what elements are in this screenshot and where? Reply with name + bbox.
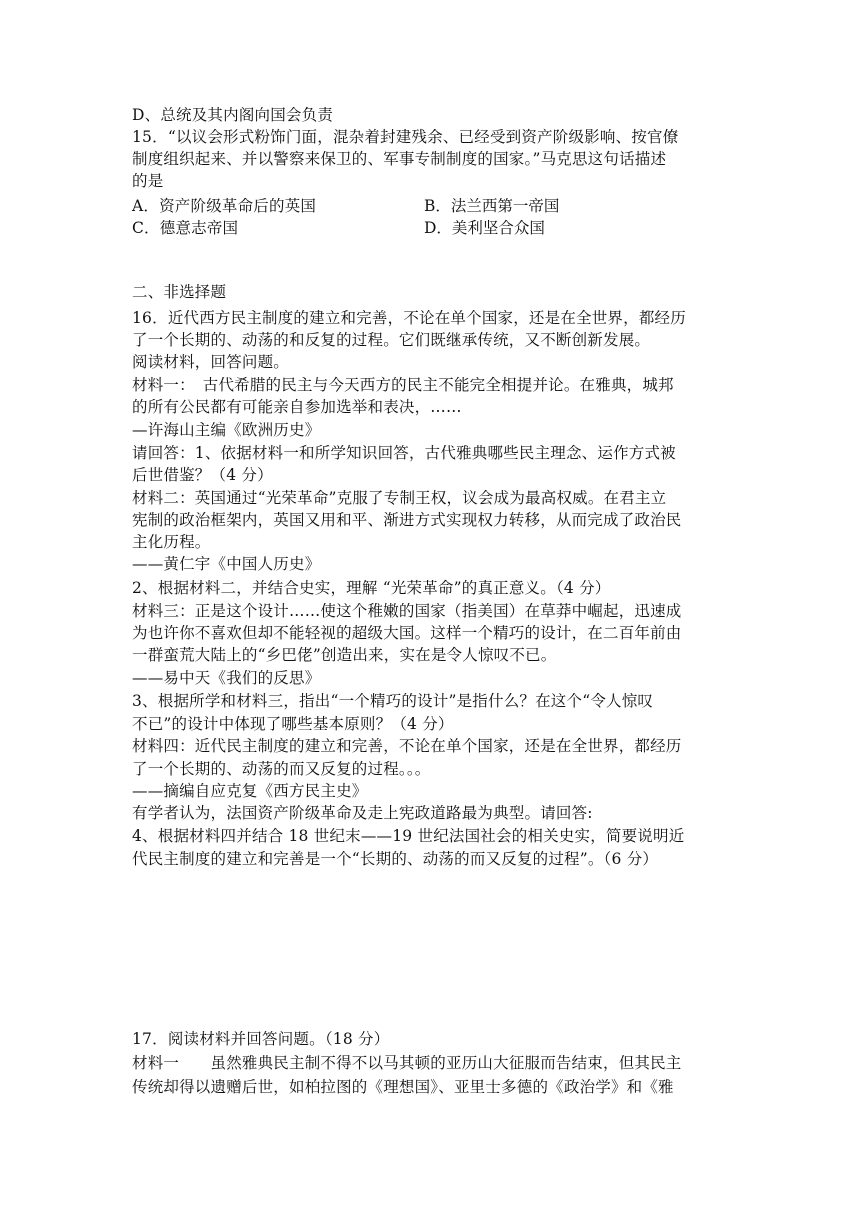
- q16-line: 宪制的政治框架内，英国又用和平、渐进方式实现权力转移，从而完成了政治民: [132, 511, 682, 529]
- q16-line: 为也许你不喜欢但却不能轻视的超级大国。这样一个精巧的设计，在二百年前由: [132, 624, 682, 642]
- q16-line: 3、根据所学和材料三，指出“一个精巧的设计”是指什么？在这个“令人惊叹: [132, 692, 654, 710]
- q16-line: 2、根据材料二，并结合史实，理解 “光荣革命”的真正意义。（4 分）: [132, 579, 611, 597]
- q15-stem-line-2: 制度组织起来、并以警察来保卫的、军事专制制度的国家。”马克思这句话描述: [132, 150, 667, 168]
- q16-line: —许海山主编《欧洲历史》: [132, 421, 321, 439]
- q17-line: 材料一 虽然雅典民主制不得不以马其顿的亚历山大征服而告结束，但其民主: [132, 1054, 682, 1072]
- q15-stem-line-1: 15．“以议会形式粉饰门面，混杂着封建残余、已经受到资产阶级影响、按官僚: [132, 128, 679, 146]
- q15-option-b: B．法兰西第一帝国: [424, 197, 560, 215]
- q16-line: ——摘编自应克复《西方民主史》: [132, 782, 368, 800]
- q16-line: 了一个长期的、动荡的而又反复的过程。。。: [132, 760, 431, 778]
- q16-line: 的所有公民都有可能亲自参加选举和表决，……: [132, 398, 462, 416]
- q16-line: 不已”的设计中体现了哪些基本原则？（4 分）: [132, 715, 454, 733]
- q16-line: 阅读材料，回答问题。: [132, 353, 290, 371]
- q16-line: 一群蛮荒大陆上的“乡巴佬”创造出来，实在是令人惊叹不已。: [132, 646, 557, 664]
- q15-option-d: D．美利坚合众国: [424, 219, 545, 237]
- q15-stem-line-3: 的是: [132, 172, 164, 190]
- q16-line: 材料四：近代民主制度的建立和完善，不论在单个国家，还是在全世界，都经历: [132, 737, 682, 755]
- q16-line: 有学者认为，法国资产阶级革命及走上宪政道路最为典型。请回答:: [132, 804, 593, 822]
- q16-line: 了一个长期的、动荡的和反复的过程。它们既继承传统，又不断创新发展。: [132, 331, 651, 349]
- q16-line: 主化历程。: [132, 533, 211, 551]
- q14-option-d: D、总统及其内阁向国会负责: [132, 106, 334, 124]
- q16-line: 后世借鉴？（4 分）: [132, 466, 273, 484]
- q15-option-c: C．德意志帝国: [132, 219, 239, 237]
- q16-line: ——易中天《我们的反思》: [132, 669, 321, 687]
- q15-option-a: A．资产阶级革命后的英国: [132, 197, 317, 215]
- q17-line: 17．阅读材料并回答问题。（18 分）: [132, 1030, 390, 1048]
- q16-line: 16．近代西方民主制度的建立和完善，不论在单个国家，还是在全世界，都经历: [132, 309, 686, 327]
- q16-line: 材料三：正是这个设计……使这个稚嫩的国家（指美国）在草莽中崛起，迅速成: [132, 602, 682, 620]
- q16-line: 材料一： 古代希腊的民主与今天西方的民主不能完全相提并论。在雅典，城邦: [132, 376, 674, 394]
- section-title: 二、非选择题: [132, 283, 227, 301]
- q16-line: 代民主制度的建立和完善是一个“长期的、动荡的而又反复的过程”。（6 分）: [132, 850, 659, 868]
- q17-line: 传统却得以遗赠后世，如柏拉图的《理想国》、亚里士多德的《政治学》和《雅: [132, 1078, 674, 1096]
- q16-line: 材料二：英国通过“光荣革命”克服了专制王权，议会成为最高权威。在君主立: [132, 489, 667, 507]
- q16-line: 请回答：1、依据材料一和所学知识回答，古代雅典哪些民主理念、运作方式被: [132, 444, 676, 462]
- q16-line: ——黄仁宇《中国人历史》: [132, 555, 321, 573]
- q16-line: 4、根据材料四并结合 18 世纪末——19 世纪法国社会的相关史实，简要说明近: [132, 827, 685, 845]
